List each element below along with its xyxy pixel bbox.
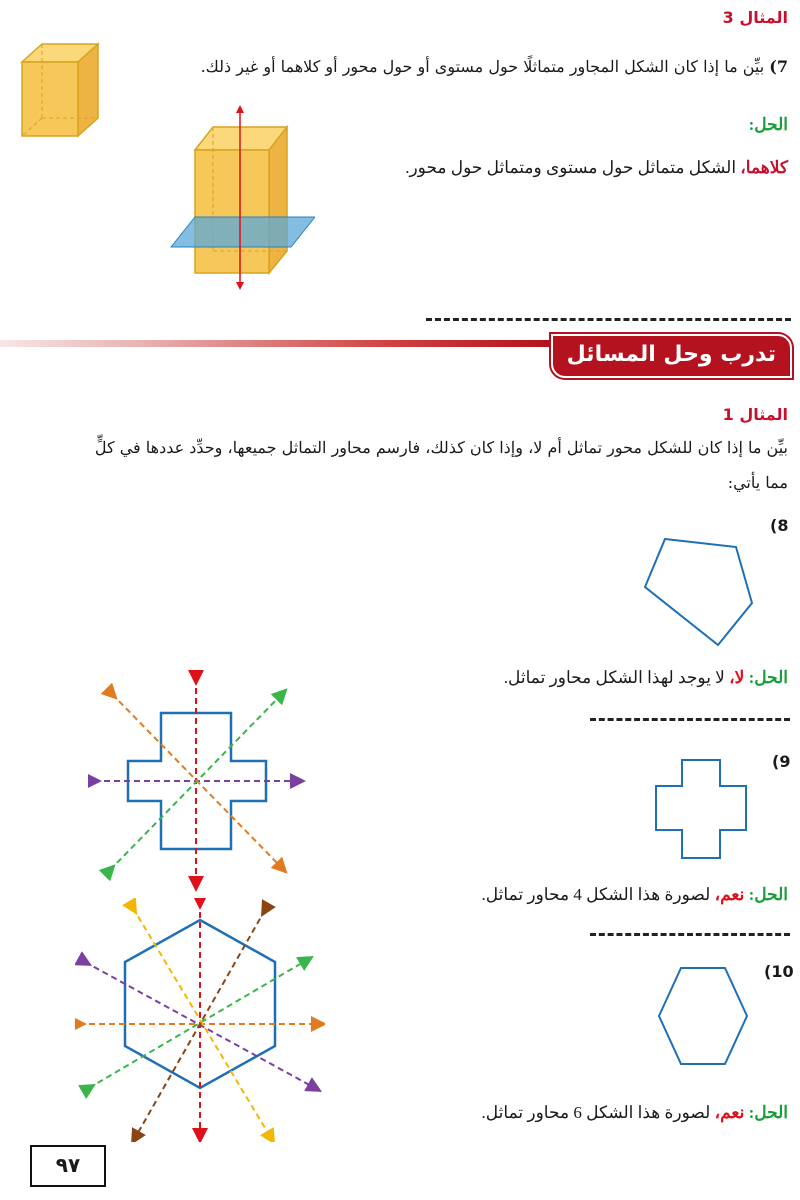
banner-line — [0, 340, 560, 347]
prism-symmetry-figure — [165, 105, 315, 290]
solution-9-label: الحل: — [748, 885, 788, 904]
intro-line-1: بيِّن ما إذا كان للشكل محور تماثل أم لا، وإذا كان كذلك، فارسم محاور التماثل جميعها، وحدِّد عددها في كلٍّ — [94, 438, 788, 457]
problem-10-number: (10 — [764, 962, 794, 981]
practice-banner: تدرب وحل المسائل — [551, 334, 792, 378]
answer-text: الشكل متماثل حول مستوى ومتماثل حول محور. — [405, 158, 737, 177]
solution-8-label: الحل: — [748, 668, 788, 687]
prism-thumbnail-figure — [20, 40, 100, 140]
solution-8 — [504, 668, 788, 688]
question-7 — [108, 52, 788, 82]
hexagon-shape — [648, 960, 758, 1072]
solution-10-answer-word: نعم، — [714, 1103, 745, 1122]
solution-10 — [482, 1103, 788, 1123]
intro-line-2: مما يأتي: — [727, 473, 788, 492]
divider — [590, 718, 790, 721]
solution-7-label: الحل: — [748, 115, 788, 134]
problem-9-number: (9 — [772, 752, 791, 771]
example-1-title: المثال 1 — [722, 405, 788, 424]
page-number: ٩٧ — [30, 1145, 106, 1187]
divider — [426, 318, 791, 321]
problem-8-number: (8 — [770, 516, 789, 535]
solution-8-answer-word: لا، — [729, 668, 745, 687]
cross-axes-figure — [88, 670, 308, 892]
example-3-title: المثال 3 — [722, 8, 788, 27]
solution-10-text: لصورة هذا الشكل 6 محاور تماثل. — [481, 1103, 711, 1122]
solution-9 — [482, 885, 788, 905]
question-7-number: 7) — [769, 57, 788, 76]
pentagon-shape — [640, 525, 760, 650]
question-7-text: بيِّن ما إذا كان الشكل المجاور متماثلًا حول مستوى أو حول محور أو كلاهما أو غير ذلك. — [200, 57, 765, 76]
solution-10-label: الحل: — [748, 1103, 788, 1122]
solution-8-text: لا يوجد لهذا الشكل محاور تماثل. — [503, 668, 725, 687]
solution-9-answer-word: نعم، — [714, 885, 745, 904]
divider — [590, 933, 790, 936]
hexagon-axes-figure — [75, 898, 325, 1142]
solution-9-text: لصورة هذا الشكل 4 محاور تماثل. — [481, 885, 711, 904]
cross-shape — [650, 756, 760, 864]
answer-word: كلاهما، — [740, 158, 788, 177]
